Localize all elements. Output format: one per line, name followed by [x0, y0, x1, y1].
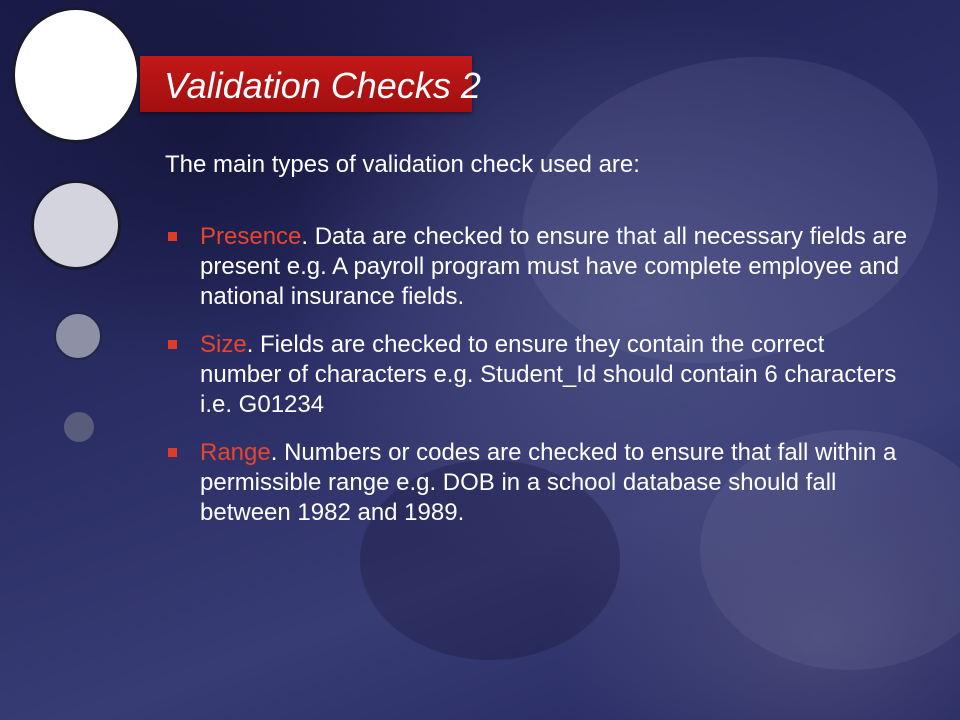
square-bullet-icon	[168, 232, 177, 241]
decorative-circle-tiny	[64, 412, 94, 442]
bullet-text: . Fields are checked to ensure they contain the correct number of characters e.g. Student_Id should contain 6 characters i.e. G01234	[200, 331, 897, 418]
square-bullet-icon	[168, 340, 177, 349]
intro-text: The main types of validation check used are:	[165, 151, 640, 178]
bullet-text: . Data are checked to ensure that all necessary fields are present e.g. A payroll program must have complete employee and national insurance fields.	[200, 223, 908, 310]
decorative-circle-large	[12, 7, 140, 143]
bullet-term: Presence	[200, 223, 302, 250]
bullet-item-presence	[165, 222, 910, 312]
bullet-term: Range	[200, 439, 271, 466]
decorative-circle-medium	[31, 180, 121, 270]
slide-title: Validation Checks 2	[164, 65, 481, 106]
bullet-list	[165, 222, 910, 528]
bullet-item-range	[165, 438, 910, 528]
bullet-text: . Numbers or codes are checked to ensure that fall within a permissible range e.g. DOB in a school database should fall between 1982 and 1989.	[200, 439, 897, 526]
square-bullet-icon	[168, 448, 177, 457]
bullet-item-size	[165, 330, 910, 420]
bullet-term: Size	[200, 331, 247, 358]
decorative-circle-small	[54, 312, 102, 360]
slide-body	[165, 150, 910, 546]
